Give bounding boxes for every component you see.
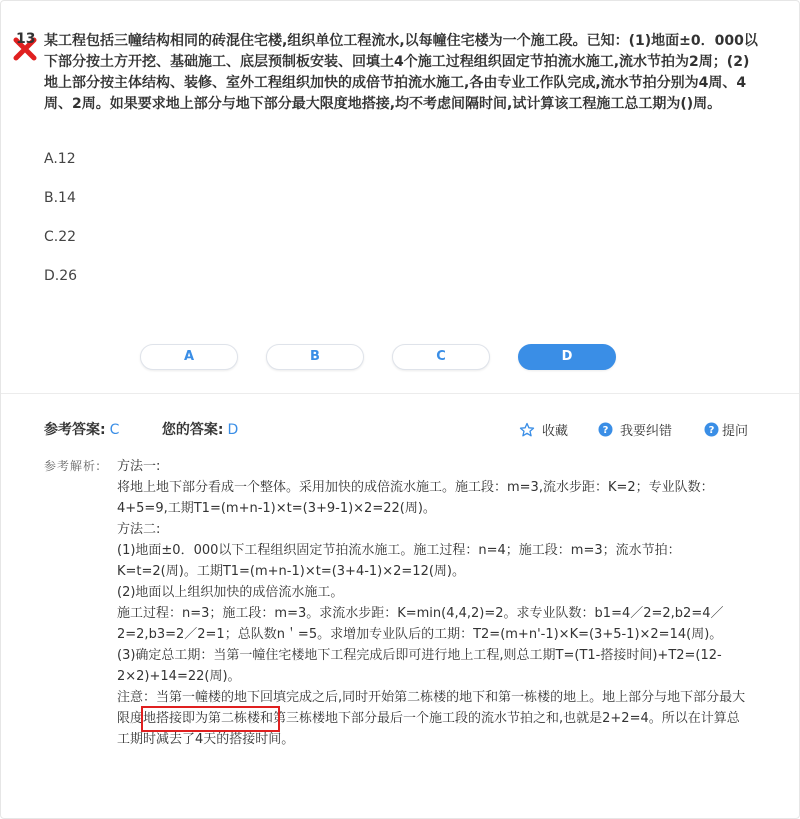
question-circle-icon bbox=[598, 422, 613, 437]
explanation-line: (3)确定总工期：当第一幢住宅楼地下工程完成后即可进行地上工程,则总工期T=(T1-搭接时间)+T2=(12-2×2)+14=22(周)。 bbox=[117, 648, 722, 684]
reference-answer-label: 参考答案: bbox=[44, 422, 106, 438]
answer-button-c[interactable]: C bbox=[392, 344, 490, 370]
report-error-button[interactable] bbox=[598, 420, 672, 439]
option-d[interactable]: D.26 bbox=[44, 268, 78, 284]
favorite-label: 收藏 bbox=[542, 424, 569, 439]
your-answer-value: D bbox=[227, 422, 239, 438]
ask-question-button[interactable] bbox=[704, 420, 748, 439]
report-error-label: 我要纠错 bbox=[620, 424, 673, 439]
favorite-button[interactable] bbox=[519, 420, 568, 439]
reference-answer-value: C bbox=[109, 422, 120, 438]
highlight-annotation-box bbox=[141, 706, 280, 732]
question-number: 13 bbox=[16, 31, 36, 47]
answer-button-d[interactable]: D bbox=[518, 344, 616, 370]
ask-question-label: 提问 bbox=[722, 424, 749, 439]
question-text: 某工程包括三幢结构相同的砖混住宅楼,组织单位工程流水,以每幢住宅楼为一个施工段。已知：(1)地面±0．000以下部分按土方开挖、基础施工、底层预制板安装、回填土4个施工过程组织固定节拍流水施工,流水节拍为2周；(2)地上部分按主体结构、装修、室外工程组织加快的成倍节拍流水施工,各由专业工作队完成,流水节拍分别为4周、4周、2周。如果要求地上部分与地下部分最大限度地搭接,均不考虑间隔时间,试计算该工程施工总工期为()周。 bbox=[44, 33, 758, 112]
answer-button-a[interactable]: A bbox=[140, 344, 238, 370]
option-b[interactable]: B.14 bbox=[44, 190, 76, 206]
star-icon bbox=[519, 422, 535, 438]
answer-button-b[interactable]: B bbox=[266, 344, 364, 370]
explanation-line: 方法一: bbox=[117, 459, 161, 474]
explanation-line: (2)地面以上组织加快的成倍流水施工。 bbox=[117, 585, 344, 600]
explanation-line: 施工过程：n=3；施工段：m=3。求流水步距：K=min(4,4,2)=2。求专业队数：b1=4／2=2,b2=4／2=2,b3=2／2=1；总队数n＇=5。求增加专业队后的工期：T2=(m+n'-1)×K=(3+5-1)×2=14(周)。 bbox=[117, 606, 724, 642]
svg-text:?: ? bbox=[602, 425, 609, 437]
explanation-line: (1)地面±0．000以下工程组织固定节拍流水施工。施工过程：n=4；施工段：m=3；流水节拍：K=t=2(周)。工期T1=(m+n-1)×t=(3+4-1)×2=12(周)。 bbox=[117, 543, 681, 579]
option-c[interactable]: C.22 bbox=[44, 229, 77, 245]
answer-summary bbox=[44, 419, 238, 439]
option-a[interactable]: A.12 bbox=[44, 151, 76, 167]
explanation-line: 将地上地下部分看成一个整体。采用加快的成倍流水施工。施工段：m=3,流水步距：K=2；专业队数：4+5=9,工期T1=(m+n-1)×t=(3+9-1)×2=22(周)。 bbox=[117, 480, 714, 516]
explanation-label: 参考解析: bbox=[44, 459, 102, 473]
section-divider bbox=[1, 393, 799, 394]
explanation-line: 注意：当第一幢楼的地下回填完成之后,同时开始第二栋楼的地下和第一栋楼的地上。地上部分与地下部分最大限度地搭接即为第二栋楼和第三栋楼地下部分最后一个施工段的流水节拍之和,也就是2+2=4。所以在计算总工期时减去了4天的搭接时间。 bbox=[117, 690, 746, 747]
your-answer-label: 您的答案: bbox=[161, 422, 224, 438]
explanation-line: 方法二: bbox=[117, 522, 161, 537]
question-circle-icon bbox=[704, 422, 719, 437]
svg-text:?: ? bbox=[708, 425, 715, 437]
